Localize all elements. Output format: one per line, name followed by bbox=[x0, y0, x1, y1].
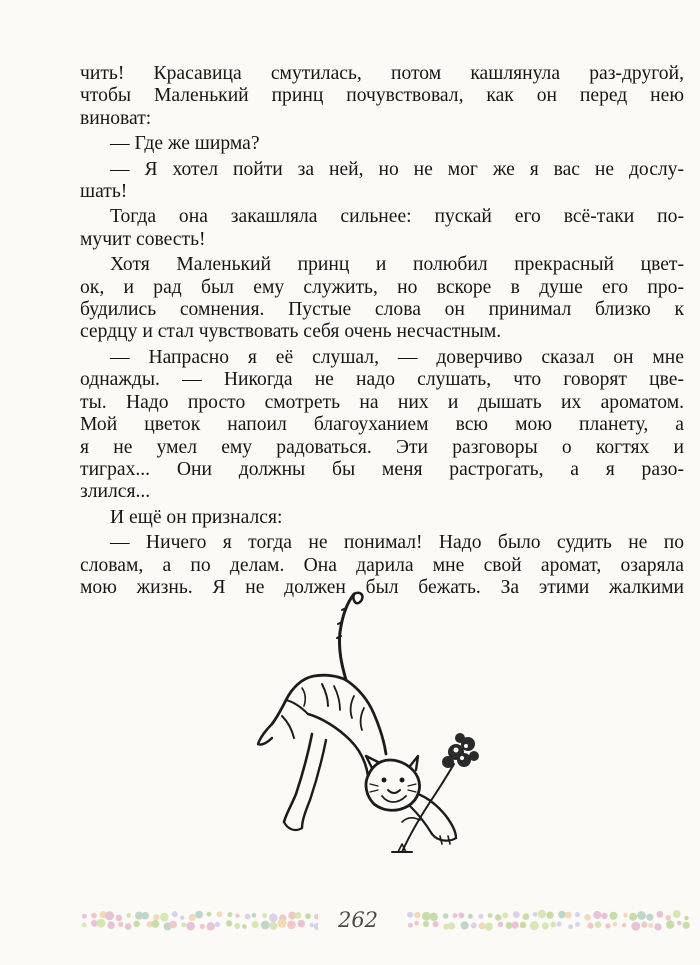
decorative-dot bbox=[407, 912, 413, 918]
decorative-dot bbox=[654, 923, 661, 930]
decorative-dot bbox=[96, 919, 105, 928]
decorative-dot bbox=[609, 912, 617, 920]
decorative-dot bbox=[478, 914, 483, 919]
decorative-dot bbox=[429, 913, 437, 921]
decorative-dot bbox=[269, 914, 278, 923]
decorative-dot bbox=[530, 921, 539, 930]
decorative-dot bbox=[471, 922, 477, 928]
decorative-dot bbox=[682, 922, 689, 929]
decorative-dot bbox=[666, 920, 674, 928]
decorative-dot bbox=[252, 921, 259, 928]
decorative-dot bbox=[305, 913, 311, 919]
decorative-dot bbox=[613, 922, 617, 926]
text-line: И ещё он признался: bbox=[110, 506, 283, 528]
decorative-dot bbox=[182, 922, 187, 927]
paragraph bbox=[80, 347, 684, 504]
decorative-dot bbox=[550, 922, 556, 928]
decorative-dot bbox=[414, 921, 419, 926]
decorative-dot bbox=[234, 923, 240, 929]
decorative-dot bbox=[665, 915, 671, 921]
decorative-dot bbox=[502, 912, 508, 918]
text-line: словам, а по делам. Она дарила мне свой аромат, озаряла bbox=[80, 554, 684, 576]
decorative-dot bbox=[295, 912, 302, 919]
decorative-dot bbox=[512, 922, 519, 929]
text-line: я не умел ему радоваться. Эти разговоры о когтях и bbox=[80, 436, 684, 458]
decorative-dot bbox=[520, 922, 527, 929]
text-line: шать! bbox=[80, 181, 128, 203]
decorative-dot bbox=[133, 921, 140, 928]
paragraph bbox=[80, 63, 684, 130]
page-text bbox=[80, 63, 684, 599]
decorative-dot bbox=[172, 911, 178, 917]
decorative-dot bbox=[226, 920, 232, 926]
decorative-dot bbox=[423, 921, 429, 927]
text-line: чтобы Маленький принц почувствовал, как он перед нею bbox=[80, 85, 684, 107]
decorative-dot bbox=[448, 922, 455, 929]
decorative-dot bbox=[637, 911, 646, 920]
decorative-dot bbox=[227, 912, 232, 917]
decorative-dot bbox=[126, 913, 131, 918]
text-line: мою жизнь. Я не должен был бежать. За этими жалкими bbox=[80, 576, 684, 598]
decorative-dot bbox=[151, 920, 159, 928]
text-line: мучит совесть! bbox=[80, 228, 206, 250]
text-line: — Напрасно я её слушал, — доверчиво сказал он мне bbox=[110, 346, 684, 368]
decorative-dot bbox=[153, 914, 160, 921]
decorative-dot bbox=[180, 916, 184, 920]
decorative-dot bbox=[453, 913, 458, 918]
decorative-dot bbox=[269, 922, 277, 930]
decorative-dot bbox=[261, 921, 270, 930]
decorative-dot bbox=[433, 921, 439, 927]
paragraph bbox=[80, 254, 684, 344]
decorative-dot bbox=[217, 911, 223, 917]
page-number: 262 bbox=[318, 908, 398, 932]
text-line: Тогда она закашляла сильнее: пускай его всё-таки по- bbox=[110, 206, 684, 228]
decorative-dot bbox=[297, 920, 305, 928]
decorative-dot bbox=[623, 913, 628, 918]
decorative-dot bbox=[189, 914, 196, 921]
decorative-dot bbox=[601, 913, 607, 919]
decorative-dot bbox=[557, 921, 562, 926]
decorative-dot bbox=[414, 912, 420, 918]
decorative-dot bbox=[141, 912, 149, 920]
decorative-dot bbox=[629, 913, 637, 921]
text-line: тиграх... Они должны бы меня растрогать, а я разо- bbox=[80, 458, 684, 480]
decorative-dot bbox=[443, 913, 449, 919]
decorative-dot bbox=[278, 919, 287, 928]
decorative-dot bbox=[422, 912, 431, 921]
decorative-dot bbox=[533, 912, 538, 917]
decorative-dot bbox=[458, 912, 464, 918]
decorative-dot bbox=[575, 922, 580, 927]
decorative-dot bbox=[118, 922, 123, 927]
decorative-dot bbox=[506, 922, 513, 929]
decorative-dot bbox=[116, 915, 123, 922]
decorative-dot bbox=[215, 922, 221, 928]
decorative-dot bbox=[82, 923, 87, 928]
decorative-dot bbox=[523, 913, 530, 920]
text-line: — Я хотел пойти за ней, но не мог же я вас не дослу- bbox=[110, 158, 684, 180]
decorative-dot bbox=[461, 921, 469, 929]
decorative-dot bbox=[488, 913, 493, 918]
decorative-dot bbox=[91, 913, 97, 919]
decorative-dot bbox=[235, 913, 239, 917]
decorative-dot bbox=[673, 910, 681, 918]
decorative-dot bbox=[593, 911, 601, 919]
decorative-dot bbox=[622, 923, 626, 927]
decorative-dot bbox=[125, 923, 132, 930]
text-line: будились сомнения. Пустые слова он принимал близко к bbox=[80, 299, 684, 321]
decorative-dot bbox=[495, 914, 502, 921]
decorative-dot bbox=[648, 923, 653, 928]
decorative-dot bbox=[186, 922, 195, 931]
decorative-dot bbox=[252, 913, 257, 918]
decorative-dot bbox=[513, 911, 520, 918]
decorative-dot bbox=[287, 920, 296, 929]
decorative-dot bbox=[684, 916, 688, 920]
decorative-dot bbox=[575, 912, 580, 917]
decorative-dot bbox=[82, 914, 87, 919]
decorative-dot bbox=[310, 923, 315, 928]
decorative-dot bbox=[206, 922, 214, 930]
paragraph bbox=[80, 507, 684, 529]
text-line: однажды. — Никогда не надо слушать, что говорят цве- bbox=[80, 369, 684, 391]
text-line: сердцу и стал чувствовать себя очень несчастным. bbox=[80, 321, 502, 343]
decorative-dot bbox=[595, 921, 602, 928]
text-line: ок, и рад был ему служить, но вскоре в душе его про- bbox=[80, 276, 684, 298]
text-line: злился... bbox=[80, 481, 151, 503]
decorative-dot bbox=[262, 913, 267, 918]
decorative-dot bbox=[195, 911, 203, 919]
text-line: — Ничего я тогда не понимал! Надо было судить не по bbox=[110, 532, 684, 554]
decorative-dot bbox=[169, 921, 177, 929]
text-line: чить! Красавица смутилась, потом кашлянула раз-другой, bbox=[80, 63, 684, 84]
text-line: Мой цветок напоил благоуханием всю мою планету, а bbox=[80, 414, 684, 436]
decorative-dot bbox=[558, 911, 566, 919]
decorative-dot bbox=[245, 914, 251, 920]
decorative-dot bbox=[468, 914, 473, 919]
decorative-dot bbox=[656, 911, 663, 918]
text-line: ты. Надо просто смотреть на них и дышать их ароматом. bbox=[80, 391, 684, 413]
decorative-dot bbox=[479, 923, 486, 930]
decorative-dot bbox=[107, 921, 115, 929]
decorative-dot bbox=[160, 913, 169, 922]
decorative-dot bbox=[605, 923, 610, 928]
decorative-dot bbox=[538, 910, 546, 918]
decorative-dot bbox=[546, 912, 553, 919]
decorative-dot bbox=[206, 912, 211, 917]
decorative-dot bbox=[568, 924, 573, 929]
text-line: виноват: bbox=[80, 107, 152, 129]
decorative-dot bbox=[631, 922, 640, 931]
decorative-dot bbox=[498, 922, 504, 928]
paragraph bbox=[80, 159, 684, 204]
paragraph bbox=[80, 133, 684, 155]
decorative-dot bbox=[200, 924, 206, 930]
tiger-with-flower-illustration bbox=[242, 584, 502, 864]
decorative-dot bbox=[641, 922, 647, 928]
decorative-dot bbox=[565, 912, 572, 919]
text-line: Хотя Маленький принц и полюбил прекрасный цвет- bbox=[110, 254, 684, 276]
decorative-dot bbox=[584, 914, 591, 921]
paragraph bbox=[80, 206, 684, 251]
decorative-dot bbox=[105, 911, 114, 920]
decorative-dot bbox=[646, 914, 653, 921]
decorative-dot bbox=[587, 923, 593, 929]
decorative-dot bbox=[408, 923, 413, 928]
decorative-dot bbox=[677, 921, 681, 925]
decorative-dot bbox=[242, 924, 247, 929]
text-line: — Где же ширма? bbox=[110, 133, 260, 155]
decorative-dot bbox=[542, 922, 549, 929]
decorative-dot bbox=[485, 923, 493, 931]
